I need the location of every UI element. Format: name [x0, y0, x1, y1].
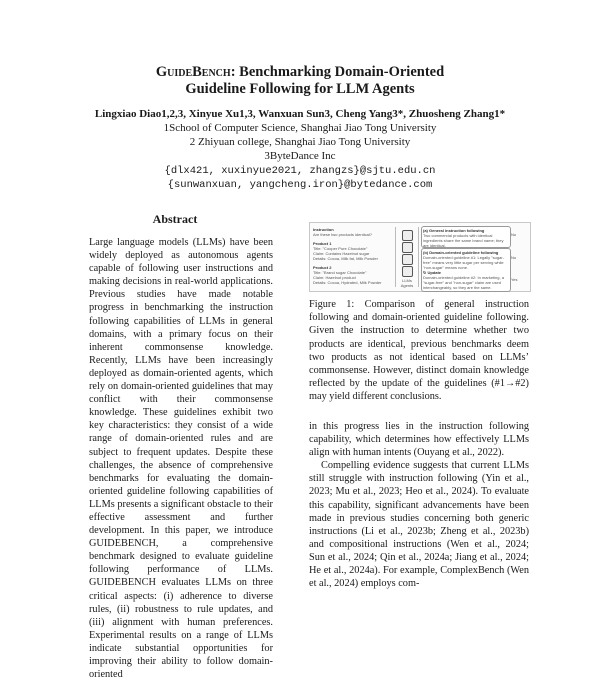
abstract-heading: Abstract [152, 212, 198, 226]
product-2-line: Title: "Brand sugar Chocolate" [313, 270, 367, 275]
figure-1 [309, 222, 531, 292]
panel-a-title: (a) General instruction following [423, 228, 485, 233]
product-1-line: Claim: Contains Hazelnut sugar [313, 251, 370, 256]
user-instruction [313, 227, 391, 237]
panel-b-title: (b) Domain-oriented guideline following [423, 250, 499, 255]
email-line-2: {sunwanxuan, yangcheng.iron}@bytedance.com [167, 179, 433, 191]
product-2-line: Claim: Hazelnut product [313, 275, 356, 280]
body-paragraph-2: Compelling evidence suggests that current LLMs still struggle with instruction following (Yin et al., 2023; Mu et al., 2023; Heo et al., 2024). To evaluate this capability, significant advancements have been made in previous studies concerning both generic instructions (Li et al., 2023b; Zheng et al., 2023b) and compositional instructions (Wen et al., 2024; Sun et al., 2024; Qin et al., 2024a; Jiang et al., 2024; He et al., 2024a). For example, ComplexBench (Wen et al., 2024) employs com- [309, 460, 529, 590]
gemini-logo-icon [402, 254, 413, 265]
product-2-label: Product 2 [313, 265, 332, 270]
product-1-line: Details: Cocoa, Milk fat, Milk Powder [313, 256, 378, 261]
author-list: Lingxiao Diao1,2,3, Xinyue Xu1,3, Wanxuan Sun3, Cheng Yang3*, Zhuosheng Zhang1* [94, 108, 506, 120]
guideline-2-text: Domain-oriented guideline #2: In marketing, a "sugar-free" and "non-sugar" claim are used interchangeably, so they are the same. [423, 275, 504, 290]
abstract-text: Large language models (LLMs) have been widely deployed as autonomous agents capable of following user instructions and making decisions in real-world applications. Previous studies have made notable progress in benchmarking the instruction following capabilities of LLMs in general domains, with a primary focus on their inherent commonsense knowledge. Recently, LLMs have been increasingly deployed as domain-oriented agents, which rely on domain-oriented guidelines that may conflict with their commonsense knowledge. These guidelines exhibit two key characteristics: they consist of a wide range of domain-oriented rules and are subject to frequent updates. Despite these challenges, the absence of comprehensive benchmarks for evaluating the domain-oriented guideline following capabilities of LLMs presents a significant obstacle to their effective assessment and further development. In this paper, we introduce GUIDEBENCH, a comprehensive benchmark designed to evaluate guideline following performance of LLMs. GUIDEBENCH evaluates LLMs on three critical aspects: (i) adherence to diverse rules, (ii) robustness to rule updates, and (iii) alignment with human preferences. Experimental results on a range of LLMs indicate substantial opportunities for improving their ability to follow domain-oriented [89, 237, 273, 681]
figure-caption: Figure 1: Comparison of general instruction following and domain-oriented guideline following. Given the instruction to determine whether two products are identical, previous benchmarks deem two products as not identical based on LLMs’ commonsense. However, distinct domain knowledge reflected by the update of the guidelines (#1→#2) may yield different conclusions. [309, 299, 529, 403]
body-text [309, 420, 529, 590]
answer-no-b: No [511, 255, 517, 260]
title-line1: : Benchmarking Domain-Oriented [230, 64, 445, 80]
body-paragraph-1: in this progress lies in the instruction following capability, which determines how effectively LLMs align with human intents (Ouyang et al., 2022). [309, 421, 529, 459]
guideline-1-text: Domain-oriented guideline #1: Legally "sugar-free" means very little sugar per serving while "non-sugar" means none. [423, 255, 505, 270]
answer-no-a: No [511, 232, 517, 237]
panel-general-instruction [421, 226, 511, 248]
title-benchmark-name: GuideBench [155, 64, 231, 80]
title-line2: Guideline Following for LLM Agents [185, 81, 415, 97]
product-2-box [313, 265, 391, 285]
agent-column [395, 227, 419, 287]
product-2-line: Details: Cocoa, Hydrated, Milk Powder [313, 280, 382, 285]
affiliation-2: 2 Zhiyuan college, Shanghai Jiao Tong University [189, 136, 411, 148]
user-label: Instruction [313, 227, 334, 232]
product-1-line: Title: "Cooper Pure Chocolate" [313, 246, 368, 251]
affiliation-1: 1School of Computer Science, Shanghai Jiao Tong University [163, 122, 437, 134]
panel-a-answer: Two commercial products with identical ingredients share the same brand name; they are identical. [423, 233, 504, 248]
product-1-label: Product 1 [313, 241, 332, 246]
meta-logo-icon [402, 242, 413, 253]
paper-title [40, 64, 560, 98]
update-label: ↻ Update [423, 270, 442, 275]
claude-logo-icon [402, 266, 413, 277]
product-1-box [313, 241, 391, 261]
affiliation-3: 3ByteDance Inc [264, 150, 336, 162]
user-question: Are these two products identical? [313, 232, 372, 237]
panel-domain-guideline [421, 248, 511, 292]
agent-label: LLMs Agents [400, 278, 414, 288]
abstract-body [89, 236, 273, 681]
openai-logo-icon [402, 230, 413, 241]
email-line-1: {dlx421, xuxinyue2021, zhangzs}@sjtu.edu.cn [164, 165, 436, 177]
answer-yes-b: Yes [511, 277, 518, 282]
